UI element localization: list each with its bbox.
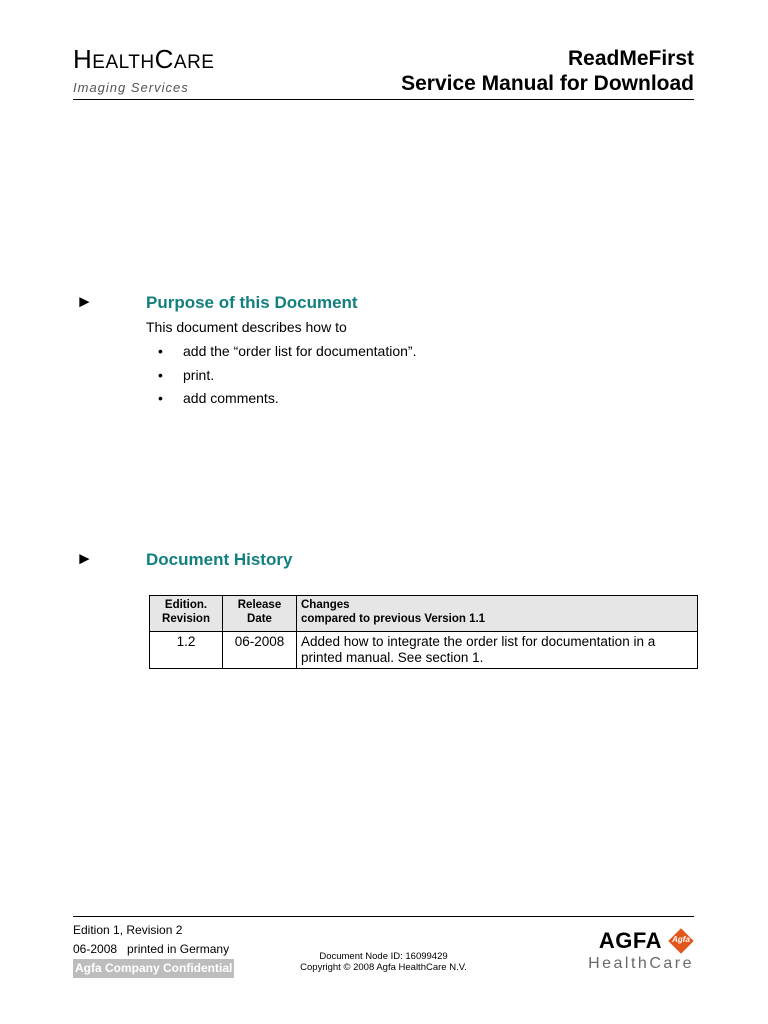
bullet-icon: • — [158, 343, 163, 359]
purpose-heading: Purpose of this Document — [146, 293, 358, 312]
purpose-intro: This document describes how to — [146, 319, 347, 335]
agfa-logo — [588, 928, 694, 973]
list-item: • add the “order list for documentation”. — [158, 343, 417, 359]
table-row — [150, 632, 698, 669]
purpose-arrow-icon: ► — [76, 292, 93, 311]
footer-edition-block — [73, 921, 234, 978]
edition-text: Edition 1, Revision 2 — [73, 923, 183, 937]
purpose-bullet-list — [146, 343, 416, 414]
list-item: • print. — [158, 366, 215, 383]
bullet-icon: • — [158, 366, 163, 383]
col-header-changes: Changes compared to previous Version 1.1 — [297, 596, 698, 632]
document-title — [401, 46, 694, 96]
footer-divider — [73, 916, 694, 917]
cell-date: 06-2008 — [223, 632, 297, 669]
document-node-id: Document Node ID: 16099429 — [319, 951, 448, 962]
history-table — [149, 595, 698, 669]
agfa-wordmark: AGFA — [598, 928, 662, 953]
history-heading: Document History — [146, 550, 293, 569]
header-divider — [73, 99, 694, 100]
cell-edition: 1.2 — [150, 632, 223, 669]
agfa-diamond-icon: Agfa — [668, 928, 694, 954]
header-brand-block — [73, 44, 214, 95]
brand-subtitle: Imaging Services — [73, 80, 189, 95]
table-header-row — [150, 596, 698, 632]
copyright-text: Copyright © 2008 Agfa HealthCare N.V. — [300, 962, 467, 973]
cell-changes: Added how to integrate the order list for documentation in a printed manual. See section 1. — [297, 632, 698, 669]
title-line-1: ReadMeFirst — [567, 47, 694, 70]
healthcare-wordmark: HEALTHCARE — [73, 44, 215, 74]
confidential-badge: Agfa Company Confidential — [73, 959, 234, 978]
title-line-2: Service Manual for Download — [401, 72, 694, 95]
agfa-healthcare-text: HealthCare — [588, 955, 694, 972]
list-item: • add comments. — [158, 390, 279, 406]
col-header-edition: Edition. Revision — [150, 596, 223, 632]
col-header-release-date: Release Date — [223, 596, 297, 632]
bullet-icon: • — [158, 390, 163, 406]
history-arrow-icon: ► — [76, 549, 93, 568]
footer-center-block — [291, 951, 476, 973]
print-date-text: 06-2008 printed in Germany — [73, 942, 230, 956]
